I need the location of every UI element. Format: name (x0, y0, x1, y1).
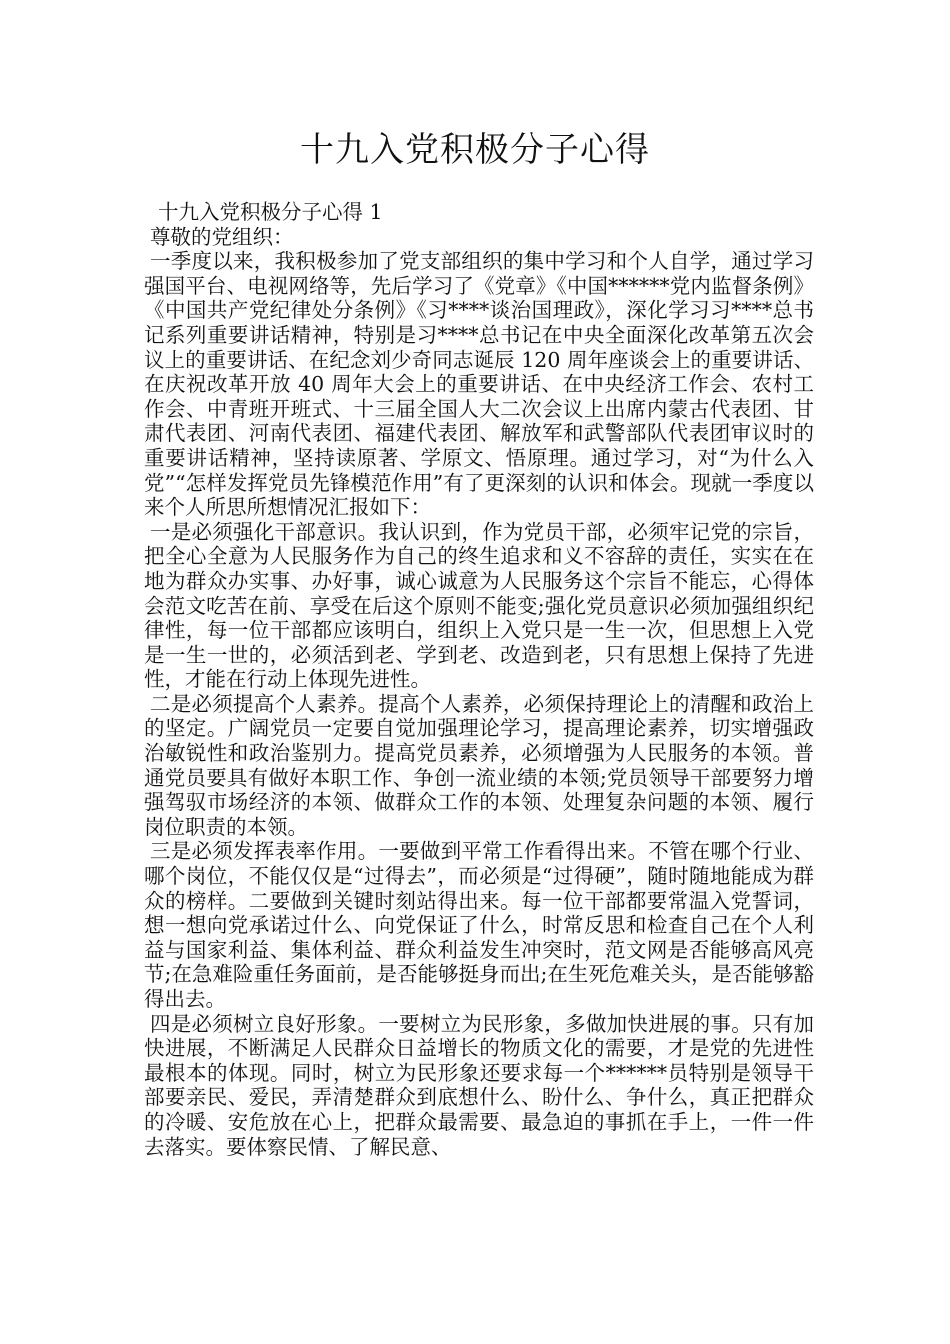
document-body (144, 200, 814, 1159)
salutation: 尊敬的党组织： (150, 224, 294, 249)
paragraph-4: 三是必须发挥表率作用。一要做到平常工作看得出来。不管在哪个行业、哪个岗位，不能仅仅是“过得去”，而必须是“过得硬”，随时随地能成为群众的榜样。二要做到关键时刻站得出来。每一位干部都要常温入党誓词，想一想向党承诺过什么、向党保证了什么，时常反思和检查自己在个人利益与国家利益、集体利益、群众利益发生冲突时，范文网是否能够高风亮节;在急难险重任务面前，是否能够挺身而出;在生死危难关头，是否能够豁得出去。 (144, 839, 814, 1011)
paragraph-2: 一是必须强化干部意识。我认识到，作为党员干部，必须牢记党的宗旨，把全心全意为人民服务作为自己的终生追求和义不容辞的责任，实实在在地为群众办实事、办好事，诚心诚意为人民服务这个宗旨不能忘，心得体会范文吃苦在前、享受在后这个原则不能变;强化党员意识必须加强组织纪律性，每一位干部都应该明白，组织上入党只是一生一次，但思想上入党是一生一世的，必须活到老、学到老、改造到老，只有思想上保持了先进性，才能在行动上体现先进性。 (144, 519, 814, 692)
paragraph-1: 一季度以来，我积极参加了党支部组织的集中学习和个人自学，通过学习强国平台、电视网络等，先后学习了《党章》《中国******党内监督条例》《中国共产党纪律处分条例》《习****谈治国理政》，深化学习习****总书记系列重要讲话精神，特别是习****总书记在中央全面深化改革第五次会议上的重要讲话、在纪念刘少奇同志诞辰 120 周年座谈会上的重要讲话、在庆祝改革开放 40 周年大会上的重要讲话、在中央经济工作会、农村工作会、中青班开班式、十三届全国人大二次会议上出席内蒙古代表团、甘肃代表团、河南代表团、福建代表团、解放军和武警部队代表团审议时的重要讲话精神，坚持读原著、学原文、悟原理。通过学习，对“为什么入党”“怎样发挥党员先锋模范作用”有了更深刻的认识和体会。现就一季度以来个人所思所想情况汇报如下： (144, 249, 814, 520)
document-subheading: 十九入党积极分子心得 1 (158, 200, 383, 224)
document-title: 十九入党积极分子心得 (300, 130, 650, 170)
paragraph-3: 二是必须提高个人素养。提高个人素养，必须保持理论上的清醒和政治上的坚定。广阔党员一定要自觉加强理论学习，提高理论素养，切实增强政治敏锐性和政治鉴别力。提高党员素养，必须增强为人民服务的本领。普通党员要具有做好本职工作、争创一流业绩的本领;党员领导干部要努力增强驾驭市场经济的本领、做群众工作的本领、处理复杂问题的本领、履行岗位职责的本领。 (144, 691, 814, 839)
paragraph-5: 四是必须树立良好形象。一要树立为民形象，多做加快进展的事。只有加快进展，不断满足人民群众日益增长的物质文化的需要，才是党的先进性最根本的体现。同时，树立为民形象还要求每一个******员特别是领导干部要亲民、爱民，弄清楚群众到底想什么、盼什么、争什么，真正把群众的冷暖、安危放在心上，把群众最需要、最急迫的事抓在手上，一件一件去落实。要体察民情、了解民意、 (144, 1011, 814, 1159)
